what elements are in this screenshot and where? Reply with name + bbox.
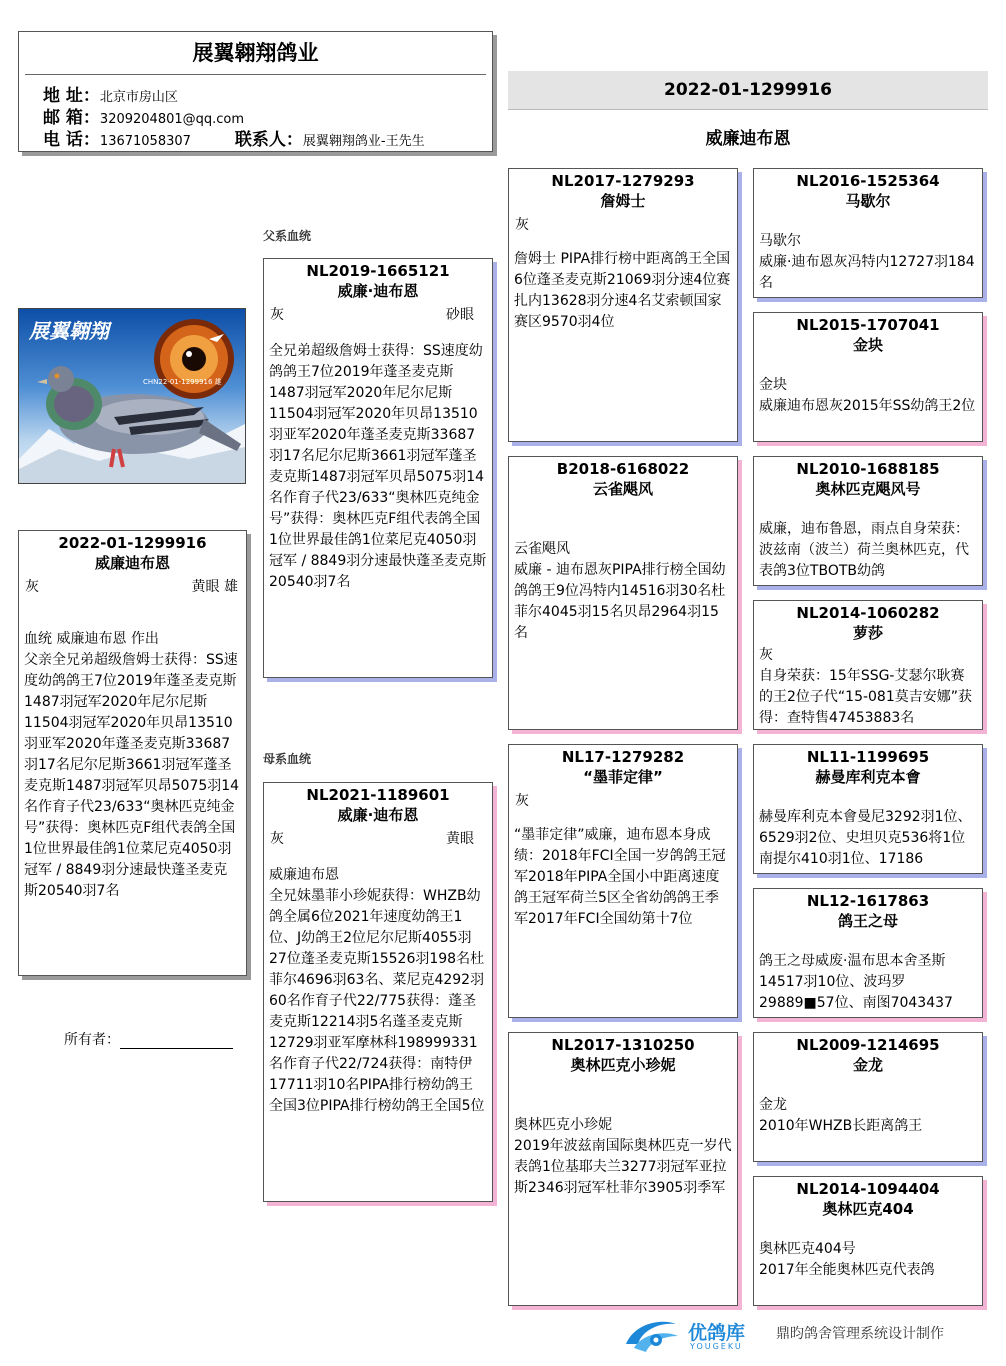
ggp-color: 灰 [759,647,773,663]
owner-field[interactable] [64,1029,233,1049]
gp-description: 云雀飓风 威廉 - 迪布恩灰PIPA排行榜全国幼鸽鸽王9位冯特内14516羽30名杜菲尔4045羽15名贝昂2964羽15名 [514,541,726,641]
contact-label: 联系人： [234,130,303,150]
ggp-name: 奥林匹克404 [822,1200,914,1218]
ggp-description: 奥林匹克404号 2017年全能奥林匹克代表鸽 [759,1241,935,1278]
contact-value: 展翼翱翔鸽业-王先生 [302,134,425,149]
company-name: 展翼翱翔鸽业 [192,41,319,65]
gp-ring-number: NL2017-1310250 [551,1036,695,1054]
dam-line-label: 母系血统 [263,752,312,766]
great-grandparent-card[interactable] [753,456,983,586]
owner-blank-line [120,1034,233,1049]
top-pigeon-name: 威廉迪布恩 [705,129,791,149]
ggp-name: 鸽王之母 [837,912,898,930]
sire-eye: 砂眼 [446,307,474,323]
main-color: 灰 [25,579,39,595]
dam-eye: 黄眼 [446,831,474,847]
ggp-description: 金龙 2010年WHZB长距离鸽王 [759,1097,923,1134]
great-grandparent-card[interactable] [753,744,983,874]
dam-card[interactable] [263,782,493,1202]
gp-name: 奥林匹克小珍妮 [570,1056,676,1074]
main-description: 血统 威廉迪布恩 作出 父亲全兄弟超级詹姆士获得：SS速度幼鸽鸽王7位2019年蓬圣麦克斯1487羽冠军2020年尼尔尼斯11504羽冠军2020年贝昂13510羽亚军2020年蓬圣麦克斯33687羽17名尼尔尼斯3661羽冠军蓬圣麦克斯1487羽冠军贝昂5075羽14名作育子代23/633“奥林匹克纯金号”获得：奥林匹克F组代表鸽全国1位世界最佳鸽1位菜尼克4050羽冠军 / 8849羽分速最快蓬圣麦克斯20540羽7名 [24,631,240,899]
gp-description: 詹姆士 PIPA排行榜中距离鸽王全国6位蓬圣麦克斯21069羽分速4位赛扎内13628羽分速4名艾索顿国家赛区9570羽4位 [514,251,731,330]
ggp-name: 金块 [852,336,883,354]
credit-text: 鼎昀鸽舍管理系统设计制作 [776,1326,944,1342]
email-value[interactable]: 3209204801@qq.com [99,112,245,127]
ggp-name: 金龙 [852,1056,883,1074]
ggp-description: 马歇尔 威廉·迪布恩灰冯特内12727羽184名 [759,233,975,291]
great-grandparent-card[interactable] [753,600,983,730]
great-grandparent-card[interactable] [753,312,983,442]
ggp-name: 奥林匹克飓风号 [815,480,921,498]
main-ring-number: 2022-01-1299916 [58,534,207,552]
sire-color: 灰 [270,307,284,323]
address-label: 地 址： [43,86,100,106]
yougeku-logo-icon [620,1314,682,1356]
brand-name: 优鸽库 [688,1322,746,1344]
gp-description: 奥林匹克小珍妮 2019年波兹南国际奥林匹克一岁代表鸽1位基耶夫兰3277羽冠军亚拉斯2346羽冠军杜菲尔3905羽季军 [514,1117,732,1196]
phone-value: 13671058307 [99,134,191,149]
ggp-ring-number: NL2014-1060282 [796,604,940,622]
ggp-name: 马歇尔 [845,192,891,210]
gp-ring-number: NL17-1279282 [561,748,685,766]
ggp-ring-number: NL2016-1525364 [796,172,940,190]
photo-caption: CHN22-01-1299916 雄 [143,378,222,386]
gp-name: 詹姆士 [600,192,646,210]
ggp-description: 赫曼库利克本會曼尼3292羽1位、6529羽2位、史坦贝克536将1位南提尔410羽1位、17186 [759,809,972,867]
gp-description: “墨菲定律”威廉，迪布恩本身成绩：2018年FCI全国一岁鸽鸽王冠军2018年PIPA全国小中距离速度鸽王冠军荷兰5区全省幼鸽鸽王季军2017年FCI全国幼第十7位 [514,827,726,927]
ggp-name: 赫曼库利克本會 [815,768,921,786]
ggp-ring-number: NL2009-1214695 [796,1036,940,1054]
grandparent-card[interactable] [508,1032,738,1306]
gp-color: 灰 [515,793,529,809]
owner-label: 所有者： [64,1032,120,1048]
dam-description: 威廉迪布恩 全兄妹墨菲小珍妮获得：WHZB幼鸽全属6位2021年速度幼鸽王1位、J幼鸽王2位尼尔尼斯4055羽27位蓬圣麦克斯15526羽198名杜菲尔4696羽63名、菜尼克4292羽60名作育子代22/775获得：蓬圣麦克斯12214羽5名蓬圣麦克斯12729羽亚军摩林科198999331名作育子代22/724获得：南特伊17711羽10名PIPA排行榜幼鸽王全国3位PIPA排行榜幼鸽王全国5位 [269,867,485,1114]
gp-ring-number: B2018-6168022 [556,460,690,478]
gp-name: “墨菲定律” [583,768,663,786]
sire-name: 威廉·迪布恩 [337,282,419,300]
footer [620,1314,990,1358]
main-pigeon-name: 威廉迪布恩 [94,554,170,572]
address-value: 北京市房山区 [99,90,178,105]
ggp-name: 萝莎 [852,624,883,642]
dam-name: 威廉·迪布恩 [337,806,419,824]
great-grandparent-card[interactable] [753,1032,983,1162]
sire-card[interactable] [263,258,493,678]
sire-ring-number: NL2019-1665121 [306,262,450,280]
dam-color: 灰 [270,831,284,847]
great-grandparent-card[interactable] [753,168,983,298]
gp-ring-number: NL2017-1279293 [551,172,695,190]
brand-name-en: YOUGEKU [690,1342,743,1351]
main-pigeon-card[interactable] [18,530,247,976]
ggp-description: 自身荣获：15年SSG-艾瑟尔耿赛的王2位子代“15-081莫吉安娜”获得：查特售47453883名 [759,668,973,726]
phone-label: 电 话： [43,130,100,150]
grandparent-card[interactable] [508,744,738,1018]
ggp-ring-number: NL12-1617863 [806,892,930,910]
ggp-ring-number: NL2014-1094404 [796,1180,940,1198]
gp-color: 灰 [515,217,529,233]
great-grandparent-card[interactable] [753,1176,983,1306]
great-grandparent-card[interactable] [753,888,983,1018]
gp-name: 云雀飓风 [592,480,653,498]
sire-description: 全兄弟超级詹姆士获得：SS速度幼鸽鸽王7位2019年蓬圣麦克斯1487羽冠军2020年尼尔尼斯11504羽冠军2020年贝昂13510羽亚军2020年蓬圣麦克斯33687羽17名尼尔尼斯3661羽冠军蓬圣麦克斯1487羽冠军贝昂5075羽14名作育子代23/633“奥林匹克纯金号”获得：奥林匹克F组代表鸽全国1位世界最佳鸽1位菜尼克4050羽冠军 / 8849羽分速最快蓬圣麦克斯20540羽7名 [269,343,487,590]
ggp-ring-number: NL2010-1688185 [796,460,940,478]
ggp-description: 金块 威廉迪布恩灰2015年SS幼鸽王2位 [759,377,976,414]
main-eye-sex: 黄眼 雄 [191,579,238,595]
dam-ring-number: NL2021-1189601 [306,786,450,804]
sire-line-label: 父系血统 [263,229,312,243]
pigeon-photo [18,308,246,484]
photo-logo-text: 展翼翱翔 [29,319,109,343]
ggp-ring-number: NL11-1199695 [806,748,930,766]
header-divider [25,74,486,75]
top-ring-number: 2022-01-1299916 [664,80,832,100]
breeder-info-card [18,31,493,152]
grandparent-card[interactable] [508,168,738,442]
top-ring-bar [508,71,988,110]
grandparent-card[interactable] [508,456,738,730]
ggp-description: 威廉，迪布鲁恩，雨点自身荣获：波兹南（波兰）荷兰奥林匹克，代表鸽3位TBOTB幼鸽 [759,521,969,579]
ggp-ring-number: NL2015-1707041 [796,316,940,334]
email-label: 邮 箱： [43,108,100,128]
ggp-description: 鸽王之母威废·温布思本舍圣斯14517羽10位、波玛罗29889■57位、南图7043437 [759,953,953,1011]
